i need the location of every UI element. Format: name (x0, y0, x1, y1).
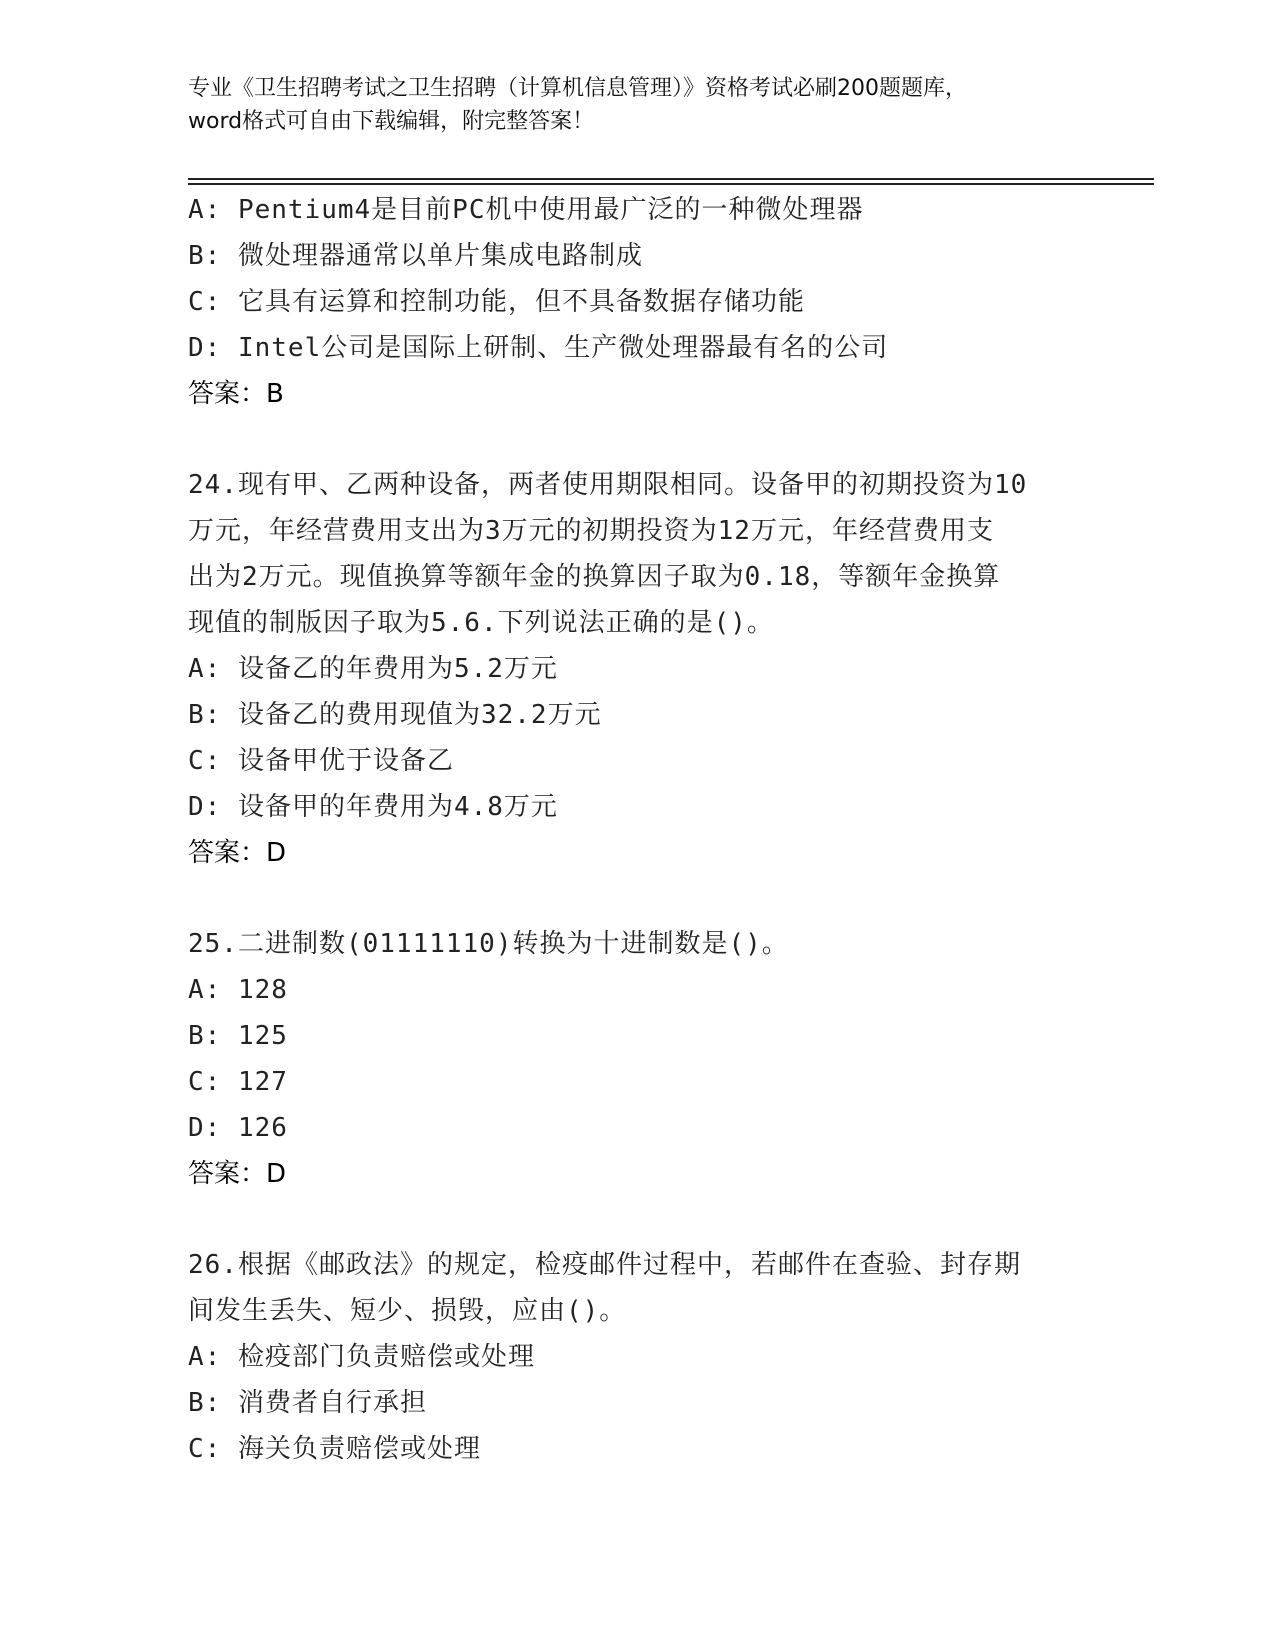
option-d: D: 126 (188, 1113, 288, 1143)
question-stem-line: 出为2万元。现值换算等额年金的换算因子取为0.18，等额年金换算 (188, 562, 1001, 592)
document-header (188, 72, 1088, 138)
spacer (188, 1197, 1088, 1242)
option-a: A: 检疫部门负责赔偿或处理 (188, 1342, 535, 1372)
option-c: C: 海关负责赔偿或处理 (188, 1434, 481, 1464)
spacer (188, 417, 1088, 462)
question-24 (188, 462, 1088, 876)
answer: 答案：B (188, 379, 284, 409)
question-stem-line: 26.根据《邮政法》的规定，检疫邮件过程中，若邮件在查验、封存期 (188, 1250, 1021, 1280)
spacer (188, 876, 1088, 921)
header-line-2: word格式可自由下载编辑，附完整答案！ (188, 109, 595, 134)
option-d: D: 设备甲的年费用为4.8万元 (188, 792, 558, 822)
header-divider-bottom (188, 183, 1154, 185)
question-25 (188, 921, 1088, 1197)
question-stem-line: 万元，年经营费用支出为3万元的初期投资为12万元，年经营费用支 (188, 516, 994, 546)
question-stem-line: 间发生丢失、短少、损毁，应由()。 (188, 1296, 627, 1326)
header-line-1: 专业《卫生招聘考试之卫生招聘（计算机信息管理）》资格考试必刷200题题库， (188, 76, 967, 101)
question-list (188, 187, 1088, 1472)
question-23-options (188, 187, 1088, 417)
option-a: A: 128 (188, 975, 288, 1005)
option-b: B: 微处理器通常以单片集成电路制成 (188, 241, 643, 271)
question-stem-line: 24.现有甲、乙两种设备，两者使用期限相同。设备甲的初期投资为10 (188, 470, 1028, 500)
option-a: A: Pentium4是目前PC机中使用最广泛的一种微处理器 (188, 195, 864, 225)
option-b: B: 125 (188, 1021, 288, 1051)
header-divider-top (188, 178, 1154, 180)
answer: 答案：D (188, 1159, 287, 1189)
question-stem-line: 25.二进制数(01111110)转换为十进制数是()。 (188, 929, 789, 959)
option-c: C: 它具有运算和控制功能，但不具备数据存储功能 (188, 287, 805, 317)
answer: 答案：D (188, 838, 287, 868)
option-b: B: 设备乙的费用现值为32.2万元 (188, 700, 602, 730)
option-b: B: 消费者自行承担 (188, 1388, 427, 1418)
option-a: A: 设备乙的年费用为5.2万元 (188, 654, 558, 684)
question-stem-line: 现值的制版因子取为5.6.下列说法正确的是()。 (188, 608, 774, 638)
question-26 (188, 1242, 1088, 1472)
option-d: D: Intel公司是国际上研制、生产微处理器最有名的公司 (188, 333, 889, 363)
option-c: C: 127 (188, 1067, 288, 1097)
option-c: C: 设备甲优于设备乙 (188, 746, 454, 776)
